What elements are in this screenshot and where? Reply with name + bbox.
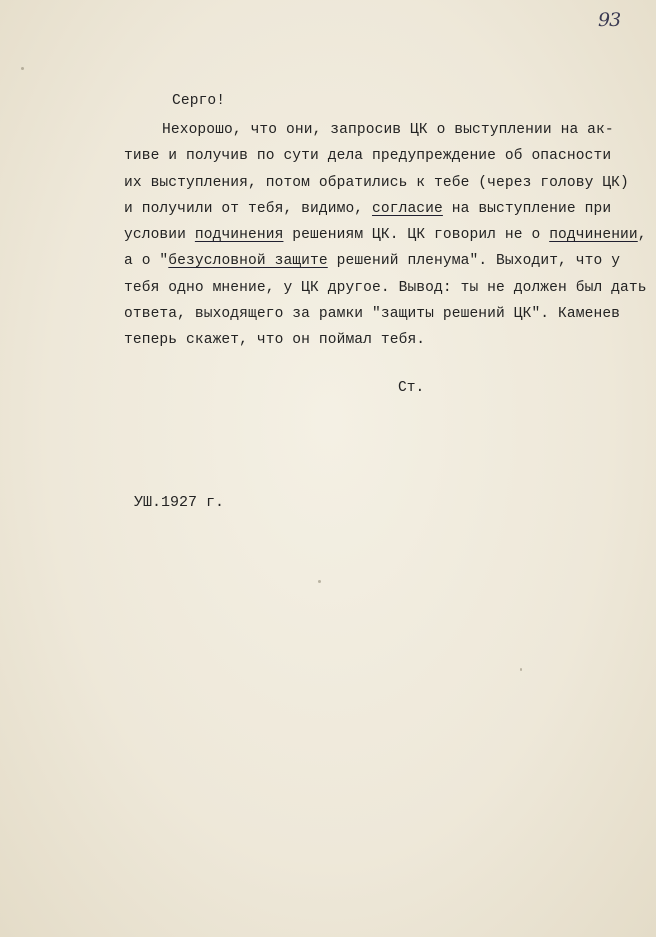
paper-speck xyxy=(520,668,522,671)
letter-body xyxy=(124,88,647,354)
text-segment: Нехорошо, что они, запросив ЦК о выступлении на ак- xyxy=(162,122,614,138)
underlined-phrase: подчинения xyxy=(194,227,284,244)
underlined-phrase: подчинении xyxy=(549,227,638,244)
text-segment: решений пленума". Выходит, что у xyxy=(327,253,621,270)
text-segment: и получили от тебя, видимо, xyxy=(124,200,373,217)
text-segment: ответа, выходящего за рамки "защиты решений ЦК". Каменев xyxy=(124,306,621,323)
body-line xyxy=(124,117,644,143)
body-line xyxy=(124,301,644,327)
body-line xyxy=(124,196,644,222)
text-segment: решениям ЦК. ЦК говорил не о xyxy=(283,227,550,244)
body-line xyxy=(124,327,644,353)
body-line xyxy=(124,170,644,196)
date: УШ.1927 г. xyxy=(134,494,225,511)
page-number: 93 xyxy=(598,9,621,31)
text-segment: , xyxy=(637,227,647,244)
text-segment: условии xyxy=(124,227,195,244)
signature: Ст. xyxy=(398,380,425,396)
underlined-phrase: безусловной защите xyxy=(168,253,328,270)
body-line xyxy=(124,143,644,169)
greeting: Серго! xyxy=(172,93,226,109)
body-line xyxy=(124,275,647,301)
body-line xyxy=(124,222,647,248)
text-segment: на выступление при xyxy=(442,200,612,217)
text-segment: а о " xyxy=(124,253,169,270)
body-text xyxy=(124,117,647,354)
paper-speck xyxy=(318,580,321,583)
text-segment: теперь скажет, что он поймал тебя. xyxy=(124,332,426,349)
text-segment: тиве и получив по сути дела предупреждение об опасности xyxy=(124,148,612,165)
text-segment: тебя одно мнение, у ЦК другое. Вывод: ты не должен был дать xyxy=(124,279,647,296)
paper-speck xyxy=(21,67,24,70)
text-segment: их выступления, потом обратились к тебе (через голову ЦК) xyxy=(124,174,629,191)
body-line xyxy=(124,248,644,274)
underlined-phrase: согласие xyxy=(372,200,443,217)
